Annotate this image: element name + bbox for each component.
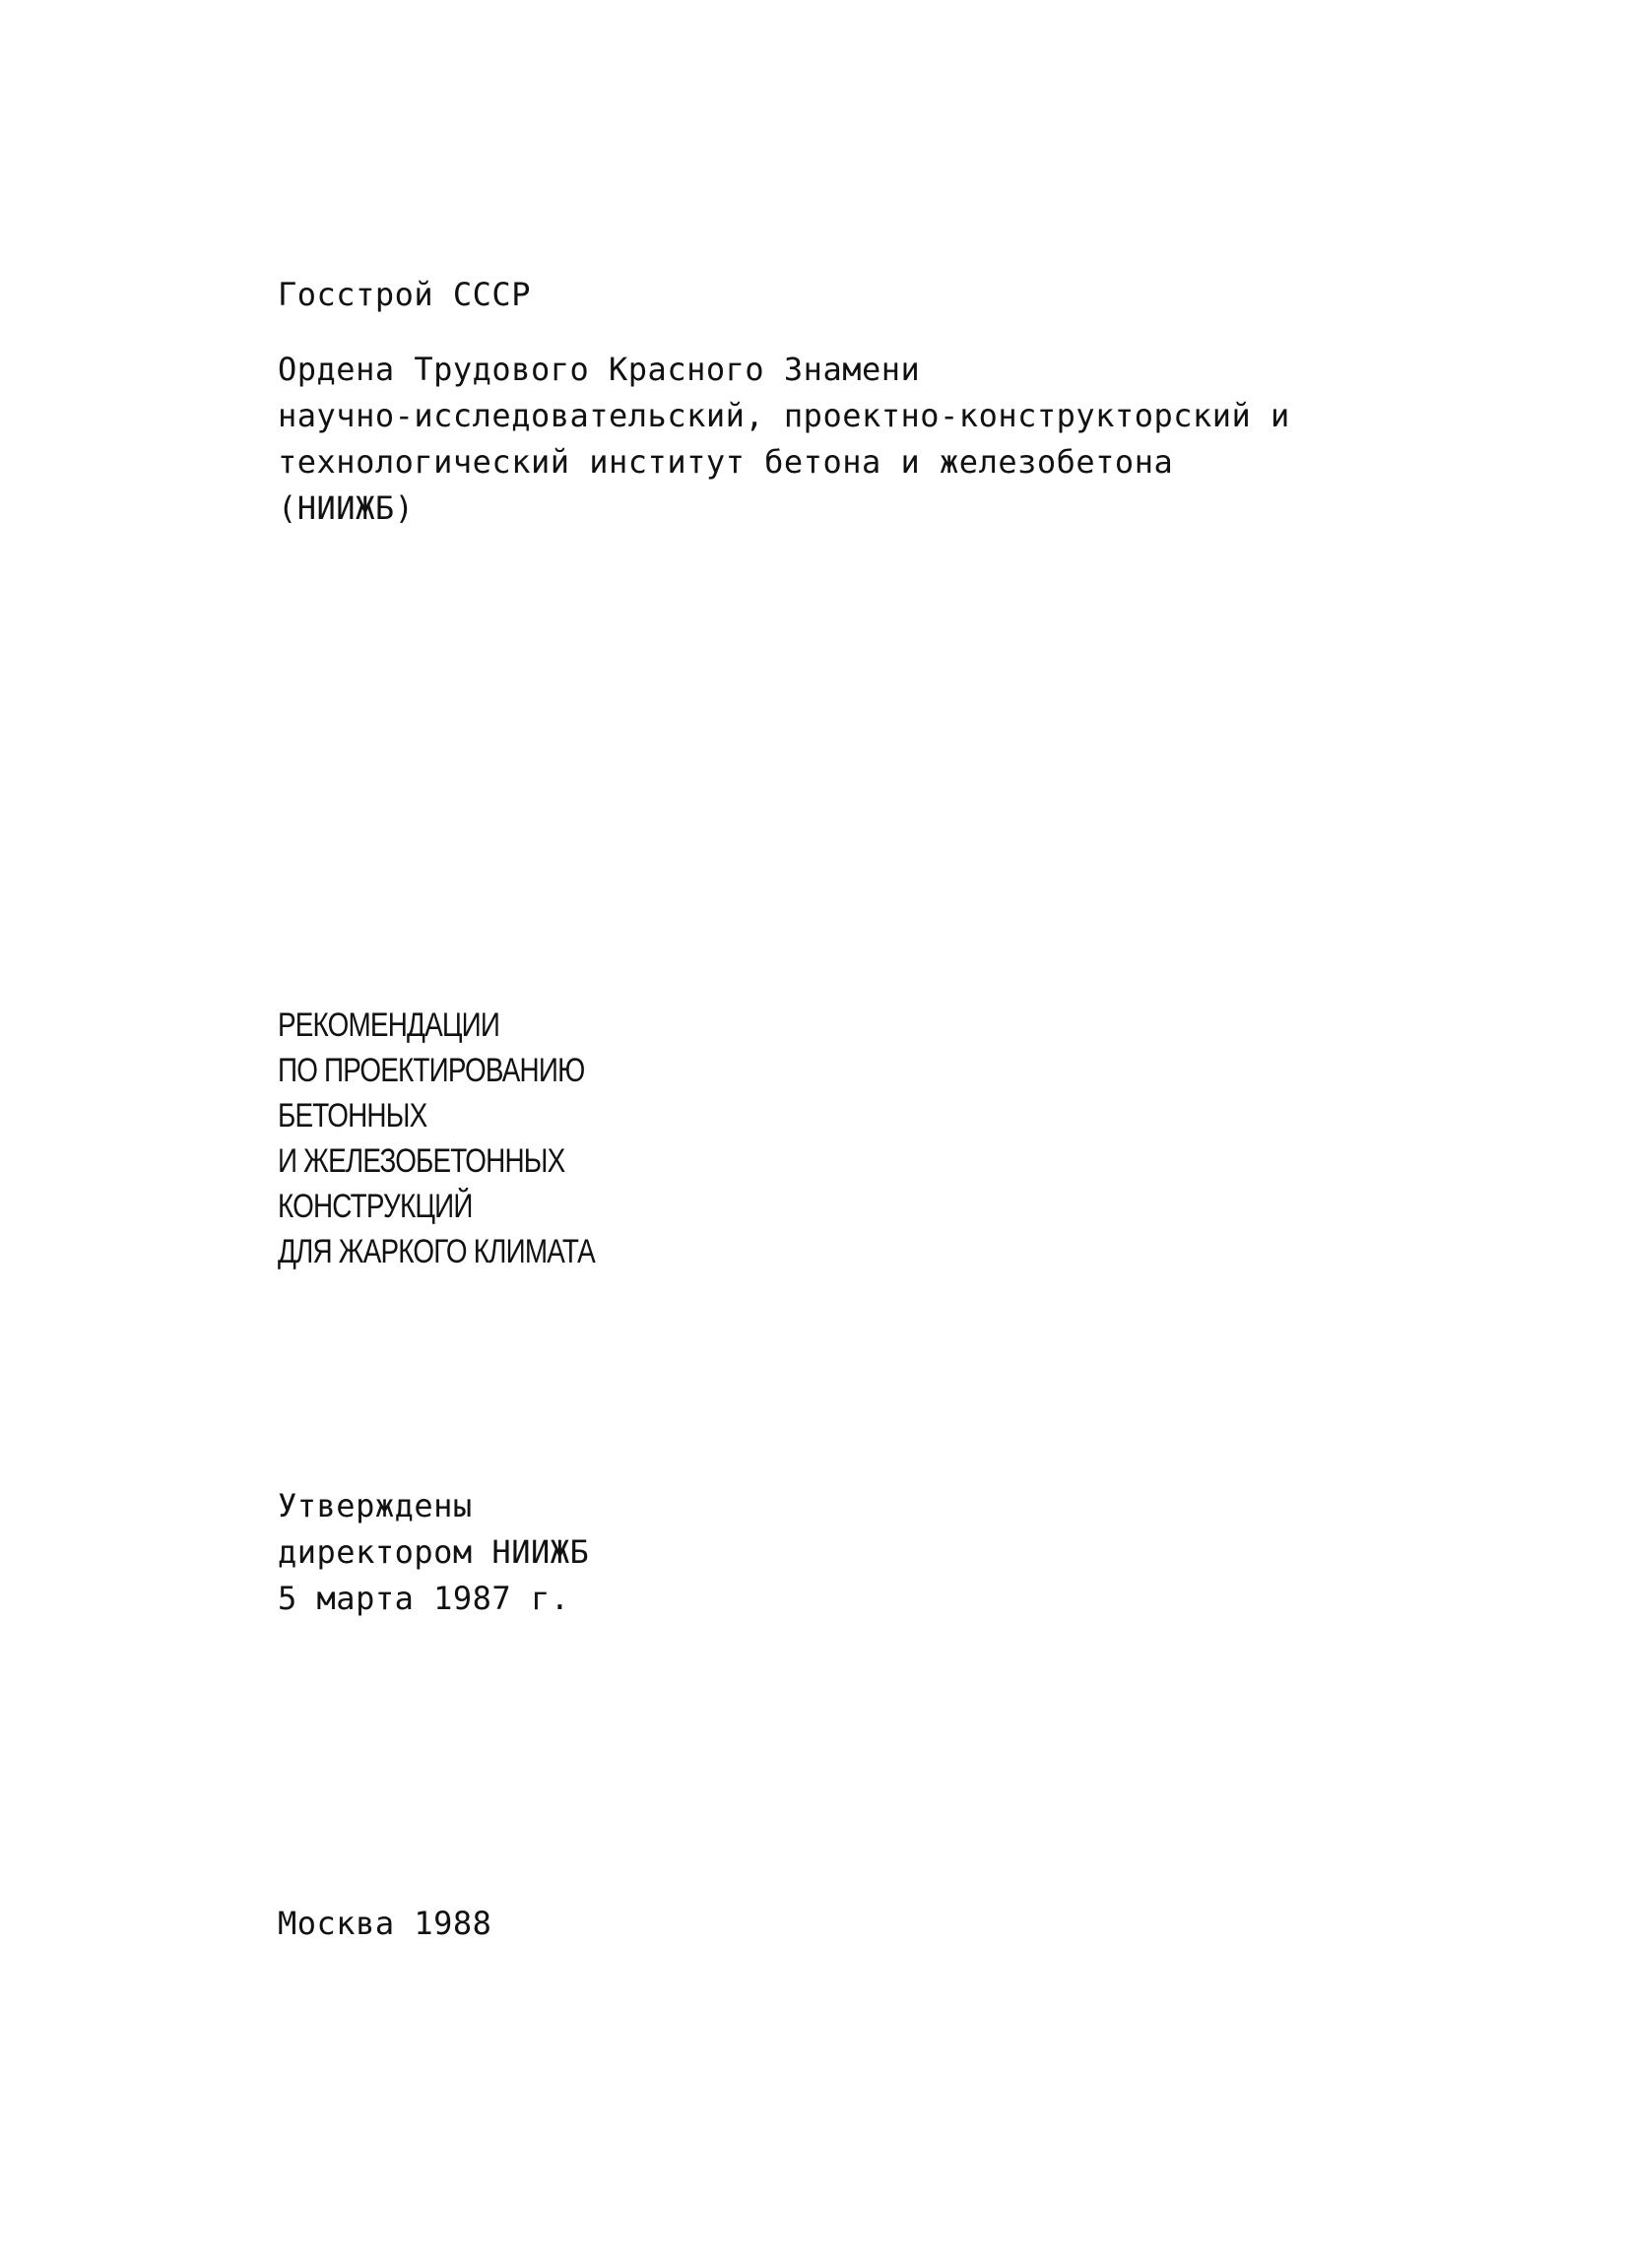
title-line: КОНСТРУКЦИЙ [278, 1188, 473, 1225]
title-line: РЕКОМЕНДАЦИИ [278, 1006, 500, 1044]
title-line: ПО ПРОЕКТИРОВАНИЮ [278, 1052, 585, 1089]
imprint-block [278, 1901, 491, 1947]
title-line: ДЛЯ ЖАРКОГО КЛИМАТА [278, 1233, 595, 1270]
title-line: БЕТОННЫХ [278, 1097, 427, 1134]
approval-date: 5 марта 1987 г. [278, 1580, 570, 1617]
approval-line: директором НИИЖБ [278, 1533, 590, 1571]
document-title-block [278, 1003, 665, 1274]
institute-name-block [278, 347, 1290, 532]
agency-heading [278, 272, 531, 318]
agency-name: Госстрой СССР [278, 276, 531, 313]
approval-line: Утверждены [278, 1487, 473, 1524]
title-line: И ЖЕЛЕЗОБЕТОННЫХ [278, 1142, 565, 1180]
approval-block [278, 1483, 589, 1622]
institute-abbreviation: (НИИЖБ) [278, 489, 415, 527]
place-and-year: Москва 1988 [278, 1905, 492, 1942]
institute-line: научно-исследовательский, проектно-конструкторский и [278, 397, 1290, 434]
institute-line: технологический институт бетона и железобетона [278, 443, 1174, 481]
institute-line: Ордена Трудового Красного Знамени [278, 351, 921, 388]
